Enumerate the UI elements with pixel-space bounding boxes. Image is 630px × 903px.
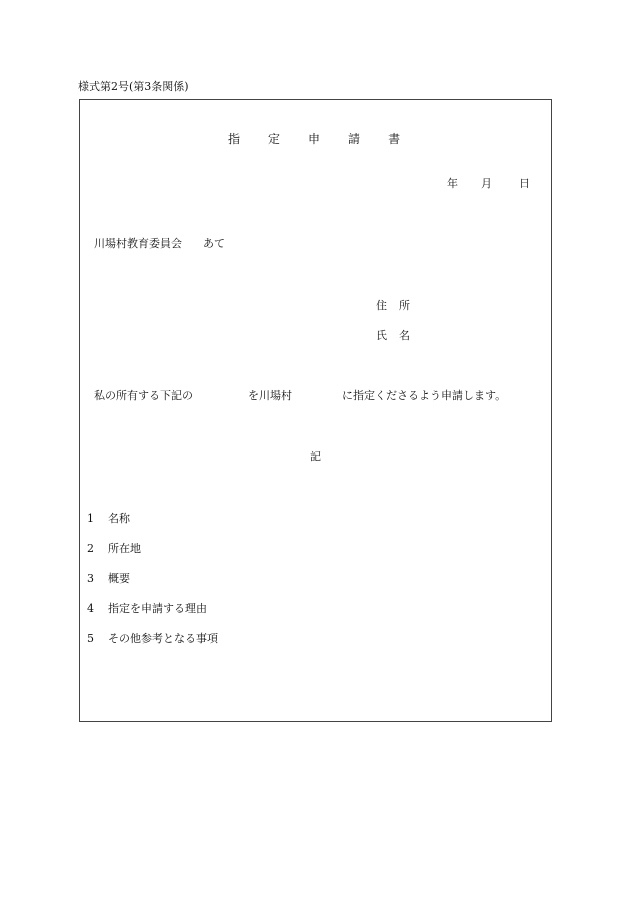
item-label-reason: 指定を申請する理由 bbox=[108, 602, 207, 615]
request-text-part1: 私の所有する下記の bbox=[94, 389, 193, 402]
request-text-part3: に指定くださるよう申請します。 bbox=[342, 389, 507, 402]
item-label-other: その他参考となる事項 bbox=[108, 632, 218, 645]
item-number: 4 bbox=[87, 602, 94, 615]
item-label-overview: 概要 bbox=[108, 572, 130, 585]
title-char: 請 bbox=[348, 132, 361, 146]
request-text-part2: を川場村 bbox=[248, 389, 292, 402]
item-number: 1 bbox=[87, 512, 94, 525]
title-char: 書 bbox=[388, 132, 401, 146]
title-char: 定 bbox=[268, 132, 281, 146]
date-year-label: 年 bbox=[447, 177, 458, 190]
item-label-name: 名称 bbox=[108, 512, 130, 525]
date-line bbox=[447, 178, 530, 189]
name-char: 名 bbox=[399, 329, 410, 342]
applicant-name-label bbox=[376, 330, 410, 341]
date-day-label: 日 bbox=[519, 177, 530, 190]
applicant-address-label bbox=[376, 300, 410, 311]
item-number: 3 bbox=[87, 572, 94, 585]
item-label-location: 所在地 bbox=[108, 542, 141, 555]
ki-heading: 記 bbox=[310, 450, 321, 463]
address-char: 住 bbox=[376, 299, 387, 312]
name-char: 氏 bbox=[376, 329, 387, 342]
document-title bbox=[228, 133, 400, 145]
addressee-suffix: あて bbox=[203, 237, 225, 250]
item-number: 5 bbox=[87, 632, 94, 645]
form-border-box bbox=[79, 99, 552, 722]
form-number-label: 様式第2号(第3条関係) bbox=[78, 80, 189, 93]
date-month-label: 月 bbox=[481, 177, 492, 190]
item-number: 2 bbox=[87, 542, 94, 555]
addressee-name: 川場村教育委員会 bbox=[94, 237, 182, 250]
title-char: 申 bbox=[308, 132, 321, 146]
address-char: 所 bbox=[399, 299, 410, 312]
title-char: 指 bbox=[228, 132, 241, 146]
